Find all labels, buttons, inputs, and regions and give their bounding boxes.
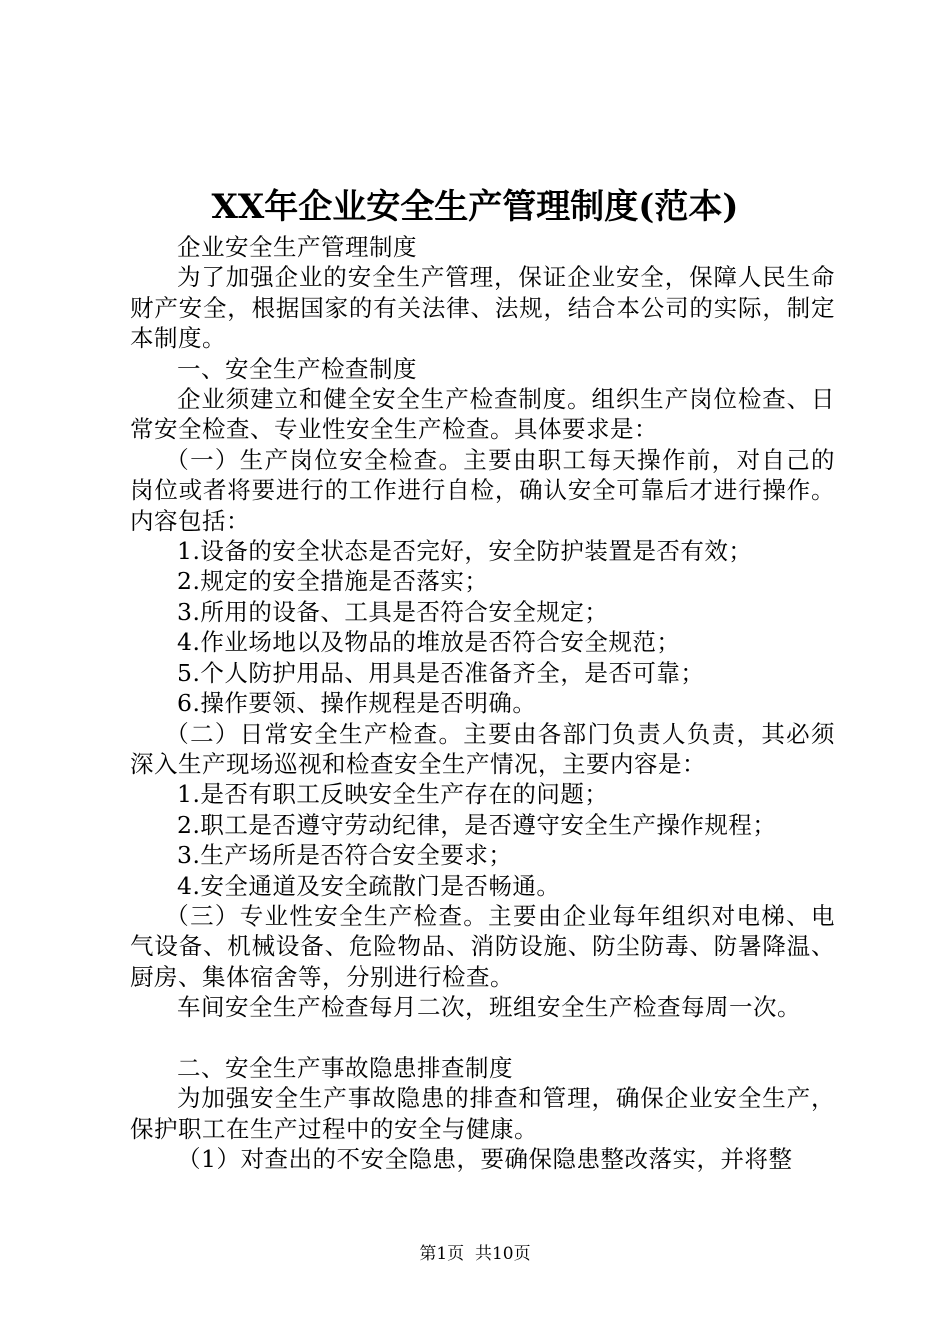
list-item: 5.个人防护用品、用具是否准备齐全，是否可靠； bbox=[177, 658, 705, 687]
list-item: 3.所用的设备、工具是否符合安全规定； bbox=[177, 597, 609, 626]
list-item: 1.是否有职工反映安全生产存在的问题； bbox=[177, 780, 609, 809]
body-paragraph: 车间安全生产检查每月二次，班组安全生产检查每周一次。 bbox=[177, 993, 801, 1022]
list-item: 3.生产场所是否符合安全要求； bbox=[177, 841, 513, 870]
list-item: 2.规定的安全措施是否落实； bbox=[177, 567, 489, 596]
list-item: 2.职工是否遵守劳动纪律，是否遵守安全生产操作规程； bbox=[177, 810, 777, 839]
document-title: XX年企业安全生产管理制度(范本) bbox=[211, 187, 739, 227]
section-heading-1: 一、安全生产检查制度 bbox=[177, 354, 417, 383]
paragraph-spacer bbox=[130, 1023, 835, 1053]
subsection-paragraph-1: （一）生产岗位安全检查。主要由职工每天操作前，对自己的岗位或者将要进行的工作进行自检，确认安全可靠后才进行操作。内容包括： bbox=[130, 445, 835, 535]
section-heading-2: 二、安全生产事故隐患排查制度 bbox=[177, 1053, 513, 1082]
document-body bbox=[130, 232, 835, 1175]
page-footer: 第1页 共10页 bbox=[419, 1244, 531, 1264]
list-item: 6.操作要领、操作规程是否明确。 bbox=[177, 689, 537, 718]
body-paragraph: 为加强安全生产事故隐患的排查和管理，确保企业安全生产，保护职工在生产过程中的安全与健康。 bbox=[130, 1084, 835, 1143]
list-item: 1.设备的安全状态是否完好，安全防护装置是否有效； bbox=[177, 537, 753, 566]
list-item: 4.安全通道及安全疏散门是否畅通。 bbox=[177, 871, 561, 900]
intro-paragraph: 为了加强企业的安全生产管理，保证企业安全，保障人民生命财产安全，根据国家的有关法律、法规，结合本公司的实际，制定本制度。 bbox=[130, 263, 835, 353]
body-paragraph: 企业须建立和健全安全生产检查制度。组织生产岗位检查、日常安全检查、专业性安全生产检查。具体要求是： bbox=[130, 385, 835, 444]
list-item: 4.作业场地以及物品的堆放是否符合安全规范； bbox=[177, 628, 681, 657]
body-paragraph: （1）对查出的不安全隐患，要确保隐患整改落实，并将整 bbox=[177, 1145, 793, 1174]
doc-subtitle: 企业安全生产管理制度 bbox=[177, 233, 417, 261]
subsection-paragraph-2: （二）日常安全生产检查。主要由各部门负责人负责，其必须深入生产现场巡视和检查安全生产情况，主要内容是： bbox=[130, 719, 835, 778]
subsection-paragraph-3: （三）专业性安全生产检查。主要由企业每年组织对电梯、电气设备、机械设备、危险物品、消防设施、防尘防毒、防暑降温、厨房、集体宿舍等，分别进行检查。 bbox=[130, 901, 835, 991]
